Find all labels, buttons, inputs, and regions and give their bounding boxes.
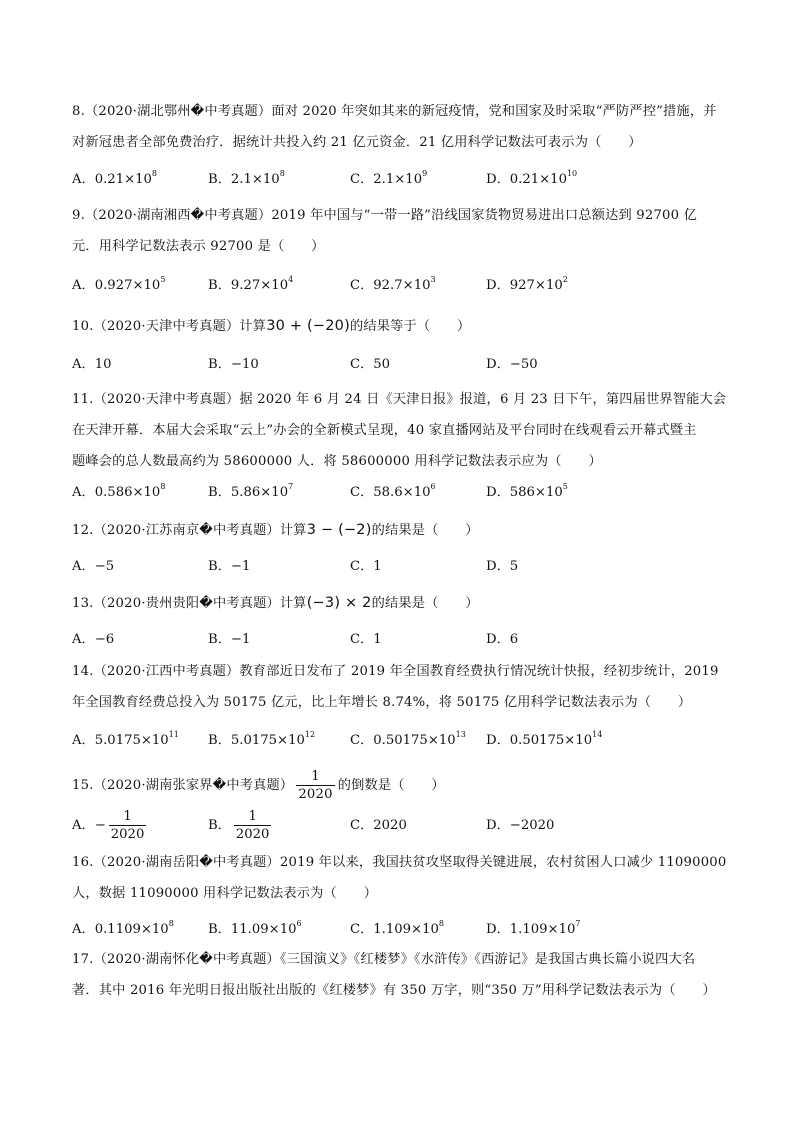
option-b: B．$5.0175\times 10^{12}$ (208, 730, 316, 748)
fraction: $\frac{1}{2020}$ (235, 809, 270, 842)
option-d: D．$586\times 10^5$ (486, 482, 568, 500)
option-c: C．$92.7\times 10^3$ (350, 275, 436, 293)
question-text: 9.（2020·湖南湘西�中考真题）2019 年中国与“一带一路”沿线国家货物贸易进出口总额达到 92700 亿 (72, 208, 698, 223)
option-a: A．$5.0175\times 10^{11}$ (72, 730, 179, 748)
question-11 (72, 384, 732, 477)
math-expression: (−3) × 2 (306, 595, 372, 611)
option-b: B．$2.1\times 10^8$ (208, 169, 285, 187)
question-text: 著．其中 2016 年光明日报出版社出版的《红楼梦》有 350 万字，则“350 万”用科学记数法表示为（ ） (72, 983, 716, 998)
option-b: B．−1 (208, 559, 251, 574)
question-text: 17.（2020·湖南怀化�中考真题）《三国演义》《红楼梦》《水浒传》《西游记》是我国古典长篇小说四大名 (72, 952, 696, 967)
question-12 (72, 515, 732, 546)
question-17 (72, 944, 732, 1006)
question-text: 16.（2020·湖南岳阳�中考真题）2019 年以来，我国扶贫攻坚取得关键进展，农村贫困人口减少 11090000 (72, 855, 727, 870)
question-text: 14.（2020·江西中考真题）教育部近日发布了 2019 年全国教育经费执行情况统计快报，经初步统计，2019 (72, 664, 719, 679)
option-a: A．$0.1109\times 10^8$ (72, 919, 174, 937)
question-text: 年全国教育经费总投入为 50175 亿元，比上年增长 8.74%，将 50175 亿用科学记数法表示为（ ） (72, 695, 692, 710)
option-b: B．$9.27\times 10^4$ (208, 275, 294, 293)
fraction: $\frac{1}{2020}$ (110, 809, 145, 842)
options-q8 (72, 166, 732, 194)
question-text: 的结果是（ ） (371, 523, 479, 538)
option-a: A．$0.21\times 10^8$ (72, 169, 158, 187)
question-text: 的结果是（ ） (371, 596, 479, 611)
options-q13 (72, 626, 732, 654)
option-b: B．−10 (208, 357, 259, 372)
option-c: C．$0.50175\times 10^{13}$ (350, 730, 466, 748)
option-c: C．2020 (350, 818, 407, 833)
question-9 (72, 200, 732, 262)
question-text: 对新冠患者全部免费治疗．据统计共投入约 21 亿元资金．21 亿用科学记数法可表示为（ ） (72, 135, 642, 150)
question-text: 的结果等于（ ） (349, 319, 471, 334)
question-text: 13.（2020·贵州贵阳�中考真题）计算 (72, 596, 307, 611)
option-d: D．6 (486, 632, 519, 647)
question-14 (72, 656, 732, 718)
option-a: A．10 (72, 357, 112, 372)
option-d: D．−2020 (486, 818, 555, 833)
math-expression: 30 + (−20) (266, 318, 350, 334)
question-text: 题峰会的总人数最高约为 58600000 人．将 58600000 用科学记数法表示应为（ ） (72, 454, 602, 469)
option-c: C．1 (350, 559, 382, 574)
options-q15 (72, 806, 732, 846)
option-d: D．−50 (486, 357, 538, 372)
option-d: D．$927\times 10^2$ (486, 275, 568, 293)
option-d: D．5 (486, 559, 519, 574)
question-15 (72, 766, 732, 806)
option-c: C．1 (350, 632, 382, 647)
question-text: 元．用科学记数法表示 92700 是（ ） (72, 239, 325, 254)
option-c: C．$58.6\times 10^6$ (350, 482, 436, 500)
question-text: 的倒数是（ ） (337, 778, 445, 793)
question-text: 8.（2020·湖北鄂州�中考真题）面对 2020 年突如其来的新冠疫情，党和国家及时采取“严防严控”措施，并 (72, 104, 717, 119)
option-a: A．−5 (72, 559, 115, 574)
option-b: B．$5.86\times 10^7$ (208, 482, 294, 500)
option-a: A．−6 (72, 632, 115, 647)
options-q9 (72, 272, 732, 300)
option-a: A．− $\frac{1}{2020}$ (72, 809, 145, 842)
option-c: C．$2.1\times 10^9$ (350, 169, 428, 187)
question-text: 人，数据 11090000 用科学记数法表示为（ ） (72, 886, 378, 901)
question-text: 11.（2020·天津中考真题）据 2020 年 6 月 24 日《天津日报》报道，6 月 23 日下午，第四届世界智能大会 (72, 392, 727, 407)
options-q10 (72, 351, 732, 379)
math-expression: 3 − (−2) (306, 522, 372, 538)
question-16 (72, 847, 732, 909)
question-8 (72, 96, 732, 158)
question-text: 12.（2020·江苏南京�中考真题）计算 (72, 523, 307, 538)
fraction: $\frac{1}{2020}$ (298, 769, 333, 802)
option-c: C．$1.109\times 10^8$ (350, 919, 444, 937)
option-b: B．$11.09\times 10^6$ (208, 919, 302, 937)
option-d: D．$0.50175\times 10^{14}$ (486, 730, 603, 748)
option-d: D．$0.21\times 10^{10}$ (486, 169, 578, 187)
option-a: A．$0.586\times 10^8$ (72, 482, 166, 500)
option-d: D．$1.109\times 10^7$ (486, 919, 581, 937)
option-b: B．−1 (208, 632, 251, 647)
options-q14 (72, 727, 732, 755)
question-13 (72, 588, 732, 619)
options-q11 (72, 479, 732, 507)
question-text: 10.（2020·天津中考真题）计算 (72, 319, 267, 334)
option-a: A．$0.927\times 10^5$ (72, 275, 166, 293)
option-b: B． $\frac{1}{2020}$ (208, 809, 270, 842)
question-text: 在天津开幕．本届大会采取“云上”办会的全新模式呈现，40 家直播网站及平台同时在线观看云开幕式暨主 (72, 423, 697, 438)
options-q16 (72, 916, 732, 944)
option-c: C．50 (350, 357, 391, 372)
question-text: 15.（2020·湖南张家界�中考真题） (72, 778, 294, 793)
question-10 (72, 311, 732, 342)
options-q12 (72, 553, 732, 581)
